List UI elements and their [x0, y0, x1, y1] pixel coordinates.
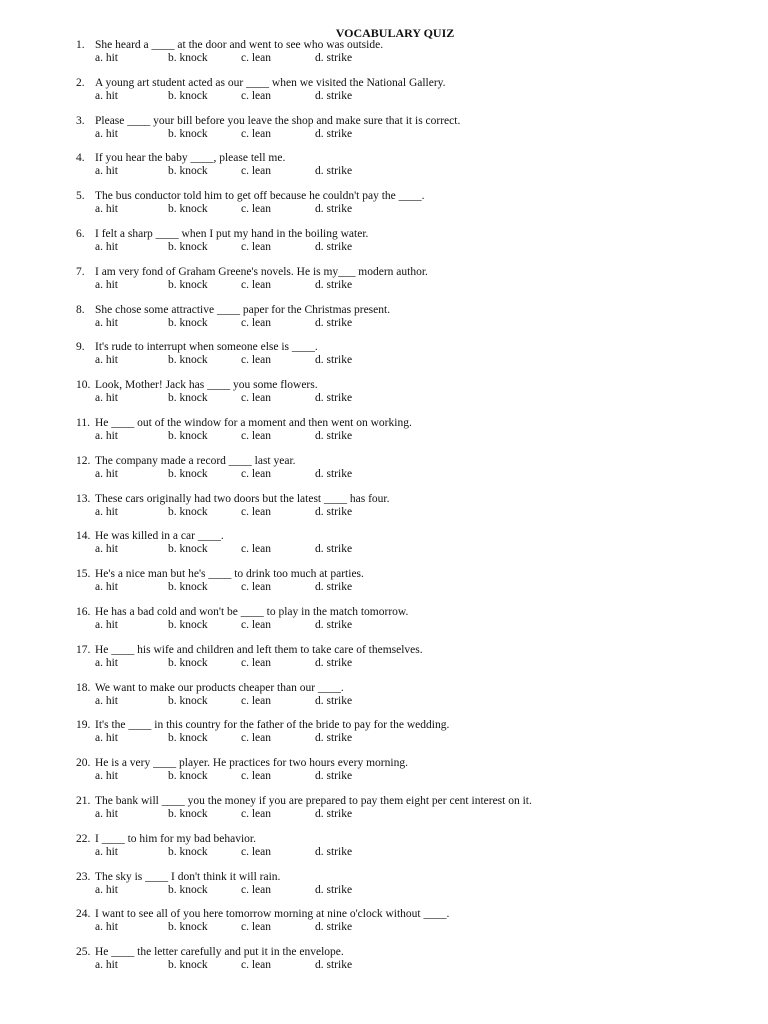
question-text: The company made a record ____ last year.	[95, 454, 296, 467]
option-b: b. knock	[168, 505, 208, 518]
option-a: a. hit	[95, 203, 118, 216]
question-number: 13.	[76, 492, 91, 505]
option-a: a. hit	[95, 656, 118, 669]
question-number: 10.	[76, 379, 91, 392]
question-item	[0, 152, 760, 180]
question-text: He has a bad cold and won't be ____ to play in the match tomorrow.	[95, 606, 409, 618]
question-item	[0, 228, 760, 256]
option-d: d. strike	[315, 581, 353, 594]
option-d: d. strike	[315, 89, 353, 102]
option-c: c. lean	[241, 694, 272, 707]
option-c: c. lean	[241, 808, 272, 820]
option-a: a. hit	[95, 278, 118, 291]
question-item	[0, 304, 760, 332]
question-item	[0, 946, 760, 974]
question-number: 16.	[76, 606, 91, 618]
option-d: d. strike	[315, 278, 353, 291]
option-a: a. hit	[95, 467, 118, 480]
option-d: d. strike	[315, 845, 353, 858]
question-number: 24.	[76, 908, 91, 921]
option-c: c. lean	[241, 89, 272, 102]
question-text: I am very fond of Graham Greene's novels. He is my___ modern author.	[95, 265, 428, 278]
option-c: c. lean	[241, 467, 272, 480]
option-d: d. strike	[315, 316, 353, 329]
option-b: b. knock	[168, 694, 208, 707]
option-c: c. lean	[241, 770, 272, 783]
option-a: a. hit	[95, 959, 118, 972]
question-item	[0, 682, 760, 710]
question-number: 21.	[76, 795, 91, 807]
question-text: I ____ to him for my bad behavior.	[95, 832, 256, 845]
option-c: c. lean	[241, 543, 272, 556]
option-d: d. strike	[315, 430, 353, 442]
option-b: b. knock	[168, 619, 208, 631]
question-text: We want to make our products cheaper than our ____.	[95, 681, 344, 694]
option-b: b. knock	[168, 354, 208, 367]
question-text: A young art student acted as our ____ when we visited the National Gallery.	[95, 76, 446, 89]
option-b: b. knock	[168, 241, 208, 253]
option-d: d. strike	[315, 241, 353, 253]
question-item	[0, 77, 760, 105]
option-c: c. lean	[241, 127, 272, 140]
option-d: d. strike	[315, 883, 353, 896]
option-d: d. strike	[315, 467, 353, 480]
question-item	[0, 908, 760, 936]
option-d: d. strike	[315, 959, 353, 972]
option-d: d. strike	[315, 619, 353, 631]
option-a: a. hit	[95, 316, 118, 329]
option-c: c. lean	[241, 203, 272, 216]
option-d: d. strike	[315, 732, 353, 745]
question-item	[0, 795, 760, 823]
question-text: It's rude to interrupt when someone else is ____.	[95, 341, 318, 354]
option-a: a. hit	[95, 770, 118, 783]
option-a: a. hit	[95, 845, 118, 858]
option-c: c. lean	[241, 732, 272, 745]
question-text: She chose some attractive ____ paper for the Christmas present.	[95, 303, 391, 316]
option-a: a. hit	[95, 241, 118, 253]
option-c: c. lean	[241, 52, 272, 64]
question-text: He was killed in a car ____.	[95, 530, 224, 543]
question-text: I felt a sharp ____ when I put my hand in the boiling water.	[95, 228, 369, 240]
option-b: b. knock	[168, 656, 208, 669]
option-a: a. hit	[95, 52, 118, 64]
option-b: b. knock	[168, 770, 208, 783]
option-d: d. strike	[315, 770, 353, 783]
question-text: He ____ out of the window for a moment and then went on working.	[95, 417, 412, 429]
option-d: d. strike	[315, 505, 353, 518]
option-b: b. knock	[168, 430, 208, 442]
option-d: d. strike	[315, 543, 353, 556]
option-a: a. hit	[95, 732, 118, 745]
question-number: 14.	[76, 530, 91, 543]
question-number: 9.	[76, 341, 85, 354]
option-d: d. strike	[315, 203, 353, 216]
question-item	[0, 606, 760, 634]
question-item	[0, 530, 760, 558]
question-text: The bank will ____ you the money if you are prepared to pay them eight per cent interest on it.	[95, 795, 532, 807]
option-c: c. lean	[241, 241, 272, 253]
question-number: 22.	[76, 832, 91, 845]
question-number: 17.	[76, 643, 91, 656]
option-c: c. lean	[241, 845, 272, 858]
option-c: c. lean	[241, 619, 272, 631]
option-c: c. lean	[241, 959, 272, 972]
option-a: a. hit	[95, 921, 118, 934]
option-c: c. lean	[241, 430, 272, 442]
option-a: a. hit	[95, 543, 118, 556]
question-text: These cars originally had two doors but the latest ____ has four.	[95, 492, 390, 505]
question-item	[0, 757, 760, 785]
option-b: b. knock	[168, 52, 208, 64]
question-text: He's a nice man but he's ____ to drink too much at parties.	[95, 568, 364, 581]
page-title: VOCABULARY QUIZ	[335, 26, 455, 40]
question-item	[0, 493, 760, 521]
question-item	[0, 341, 760, 369]
question-item	[0, 568, 760, 596]
question-text: I want to see all of you here tomorrow morning at nine o'clock without ____.	[95, 908, 450, 921]
option-b: b. knock	[168, 581, 208, 594]
question-text: Look, Mother! Jack has ____ you some flowers.	[95, 379, 318, 392]
option-c: c. lean	[241, 581, 272, 594]
option-a: a. hit	[95, 165, 118, 178]
option-b: b. knock	[168, 921, 208, 934]
option-d: d. strike	[315, 656, 353, 669]
option-b: b. knock	[168, 808, 208, 820]
option-b: b. knock	[168, 165, 208, 178]
option-a: a. hit	[95, 430, 118, 442]
question-number: 8.	[76, 303, 85, 316]
question-number: 20.	[76, 757, 91, 770]
question-number: 7.	[76, 265, 85, 278]
question-item	[0, 39, 760, 67]
question-text: He is a very ____ player. He practices for two hours every morning.	[95, 757, 408, 770]
option-a: a. hit	[95, 354, 118, 367]
question-text: He ____ his wife and children and left them to take care of themselves.	[95, 643, 423, 656]
option-b: b. knock	[168, 203, 208, 216]
question-item	[0, 417, 760, 445]
question-text: The bus conductor told him to get off because he couldn't pay the ____.	[95, 190, 425, 203]
option-c: c. lean	[241, 354, 272, 367]
option-b: b. knock	[168, 732, 208, 745]
option-d: d. strike	[315, 127, 353, 140]
question-text: If you hear the baby ____, please tell me.	[95, 152, 286, 165]
option-b: b. knock	[168, 278, 208, 291]
option-d: d. strike	[315, 921, 353, 934]
question-number: 15.	[76, 568, 91, 581]
question-number: 3.	[76, 114, 85, 127]
option-c: c. lean	[241, 316, 272, 329]
question-text: It's the ____ in this country for the father of the bride to pay for the wedding.	[95, 719, 450, 732]
question-item	[0, 455, 760, 483]
option-c: c. lean	[241, 656, 272, 669]
option-a: a. hit	[95, 127, 118, 140]
option-b: b. knock	[168, 883, 208, 896]
option-c: c. lean	[241, 165, 272, 178]
question-item	[0, 115, 760, 143]
question-number: 11.	[76, 417, 90, 429]
option-a: a. hit	[95, 694, 118, 707]
question-number: 4.	[76, 152, 85, 165]
option-b: b. knock	[168, 959, 208, 972]
question-number: 1.	[76, 39, 85, 51]
option-a: a. hit	[95, 505, 118, 518]
option-d: d. strike	[315, 165, 353, 178]
option-c: c. lean	[241, 921, 272, 934]
question-number: 6.	[76, 228, 85, 240]
question-text: He ____ the letter carefully and put it in the envelope.	[95, 946, 344, 959]
option-d: d. strike	[315, 354, 353, 367]
question-number: 2.	[76, 76, 85, 89]
question-number: 18.	[76, 681, 91, 694]
option-d: d. strike	[315, 392, 353, 405]
question-number: 19.	[76, 719, 91, 732]
option-a: a. hit	[95, 808, 118, 820]
option-c: c. lean	[241, 505, 272, 518]
question-item	[0, 833, 760, 861]
question-number: 25.	[76, 946, 91, 959]
question-item	[0, 644, 760, 672]
question-number: 5.	[76, 190, 85, 203]
option-c: c. lean	[241, 278, 272, 291]
question-text: She heard a ____ at the door and went to see who was outside.	[95, 39, 384, 51]
option-c: c. lean	[241, 883, 272, 896]
option-b: b. knock	[168, 316, 208, 329]
option-b: b. knock	[168, 127, 208, 140]
option-a: a. hit	[95, 89, 118, 102]
question-number: 23.	[76, 870, 91, 883]
option-a: a. hit	[95, 883, 118, 896]
option-b: b. knock	[168, 845, 208, 858]
option-d: d. strike	[315, 52, 353, 64]
option-c: c. lean	[241, 392, 272, 405]
question-text: Please ____ your bill before you leave the shop and make sure that it is correct.	[95, 114, 461, 127]
question-item	[0, 871, 760, 899]
option-b: b. knock	[168, 543, 208, 556]
option-b: b. knock	[168, 89, 208, 102]
option-b: b. knock	[168, 392, 208, 405]
question-text: The sky is ____ I don't think it will rain.	[95, 870, 281, 883]
option-d: d. strike	[315, 694, 353, 707]
option-d: d. strike	[315, 808, 353, 820]
question-item	[0, 190, 760, 218]
question-number: 12.	[76, 454, 91, 467]
question-item	[0, 719, 760, 747]
option-a: a. hit	[95, 392, 118, 405]
question-item	[0, 266, 760, 294]
option-b: b. knock	[168, 467, 208, 480]
option-a: a. hit	[95, 581, 118, 594]
question-item	[0, 379, 760, 407]
option-a: a. hit	[95, 619, 118, 631]
